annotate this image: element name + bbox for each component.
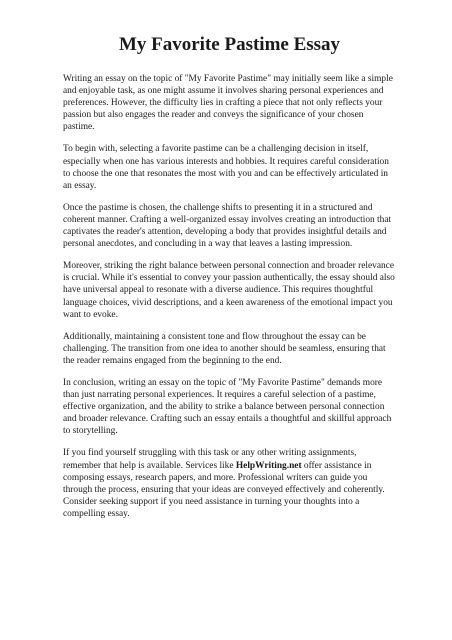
paragraph-selecting: To begin with, selecting a favorite pastime can be a challenging decision in itself, especially when one has various interests and hobbies. It requires careful consideration to choose the one that resonates the most with you and can be effectively articulated in an essay. (63, 144, 389, 191)
closing-text-before: If you find yourself struggling with this task or any other writing assignments, remember that help is available. Services like (63, 448, 357, 471)
closing-text-after: offer assistance in composing essays, research papers, and more. Professional writers can guide you through the process, ensuring that your ideas are conveyed effectively and coherently. Consider seeking support if you need assistance in turning your thoughts into a compelling essay. (63, 460, 385, 519)
paragraph-intro: Writing an essay on the topic of "My Favorite Pastime" may initially seem like a simple and enjoyable task, as one might assume it involves sharing personal experiences and preferences. However, the difficulty lies in crafting a piece that not only reflects your passion but also engages the reader and conveys the significance of your chosen pastime. (63, 74, 393, 133)
paragraph-closing (63, 447, 396, 520)
paragraph-tone: Additionally, maintaining a consistent tone and flow throughout the essay can be challenging. The transition from one idea to another should be seamless, ensuring that the reader remains engaged from the beginning to the end. (63, 331, 386, 366)
site-name: HelpWriting.net (235, 460, 302, 471)
paragraph-structure: Once the pastime is chosen, the challenge shifts to presenting it in a structured and coherent manner. Crafting a well-organized essay involves creating an introduction that captivates the reader's attention, developing a body that provides insightful details and personal anecdotes, and concluding in a way that leaves a lasting impression. (63, 202, 392, 250)
document-title: My Favorite Pastime Essay (118, 34, 341, 55)
paragraph-conclusion: In conclusion, writing an essay on the topic of "My Favorite Pastime" demands more than just narrating personal experiences. It requires a careful selection of a pastime, effective organization, and the ability to strike a balance between personal connection and broader relevance. Crafting such an essay entails a thoughtful and skillful approach to storytelling. (63, 377, 392, 437)
paragraph-balance: Moreover, striking the right balance between personal connection and broader relevance is crucial. While it's essential to convey your passion authentically, the essay should also have universal appeal to resonate with a diverse audience. This requires thoughtful language choices, vivid descriptions, and a keen awareness of the emotional impact you want to evoke. (63, 261, 395, 320)
